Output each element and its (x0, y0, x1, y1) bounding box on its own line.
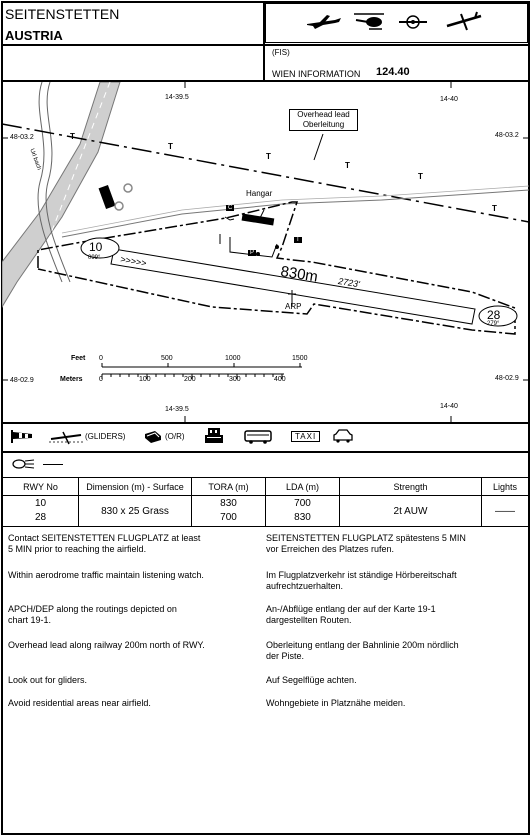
or-label: (O/R) (165, 432, 185, 441)
note-en: APCH/DEP along the routings depicted on chart 19-1. (8, 604, 177, 625)
strength-cell: 2t AUW (340, 496, 482, 527)
col-rwy-no: RWY No (3, 478, 79, 496)
frequency-name: WIEN INFORMATION (272, 69, 361, 79)
legend-rule (1, 451, 530, 453)
dimension-cell: 830 x 25 Grass (79, 496, 192, 527)
rail-marker: T (168, 142, 173, 151)
lights-cell: —— (482, 496, 529, 527)
scale-meters-label: Meters (60, 376, 83, 383)
col-tora: TORA (m) (192, 478, 266, 496)
note-en: Within aerodrome traffic maintain listening watch. (8, 570, 204, 580)
scale-feet-1500: 1500 (292, 355, 308, 362)
lat-top-left: 48-03.2 (10, 134, 34, 141)
country-name: AUSTRIA (5, 28, 63, 43)
lat-bottom-right: 48-02.9 (495, 375, 519, 382)
scale-feet-1000: 1000 (225, 355, 241, 362)
rail-marker: T (70, 132, 75, 141)
coord-top-left: 14-39.5 (165, 94, 189, 101)
runway-table-row (3, 496, 529, 527)
runway-table (2, 477, 529, 527)
airfield-title: SEITENSTETTEN (5, 6, 120, 22)
coord-bottom-left: 14-39.5 (165, 406, 189, 413)
rwy-no-28: 28 (34, 512, 47, 523)
glider-icon (445, 10, 483, 32)
note-en: Avoid residential areas near airfield. (8, 698, 151, 708)
runway-length-m: 830m (279, 263, 320, 286)
fuel-icon (143, 430, 163, 444)
scale-m-100: 100 (139, 376, 151, 383)
airfield-map (2, 82, 529, 422)
coord-top-right: 14-40 (440, 96, 458, 103)
col-dimension: Dimension (m) - Surface (79, 478, 192, 496)
glider-activity-icon (49, 428, 83, 446)
overhead-lead-en: Overhead lead (297, 110, 350, 119)
scale-m-0: 0 (99, 376, 103, 383)
note-en: Overhead lead along railway 200m north of RWY. (8, 640, 205, 650)
marker-t: T (296, 237, 300, 243)
note-en: Contact SEITENSTETTEN FLUGPLATZ at least 5 MIN prior to reaching the airfield. (8, 533, 201, 554)
rwy-no-10: 10 (34, 498, 47, 509)
tora-cell (192, 496, 266, 527)
car-rental-icon (333, 429, 353, 443)
col-strength: Strength (340, 478, 482, 496)
fis-tag: (FIS) (272, 48, 290, 57)
rwy-28-number: 28 (487, 308, 501, 322)
coord-bottom-right: 14-40 (440, 403, 458, 410)
scale-m-400: 400 (274, 376, 286, 383)
scale-feet-label: Feet (71, 355, 86, 362)
no-lights-dash (43, 464, 63, 465)
runway-length-ft: 2723' (337, 276, 361, 290)
rwy-28-heading: 279° (487, 321, 500, 327)
note-en: Look out for gliders. (8, 675, 88, 685)
note-de: Wohngebiete in Platznähe meiden. (266, 698, 406, 708)
header-rule-1 (1, 44, 530, 46)
map-bottom-rule (1, 422, 530, 424)
note-de: Im Flugplatzverkehr ist ständige Hörbereitschaft aufrechtzuerhalten. (266, 570, 457, 591)
note-de: An-/Abflüge entlang der auf der Karte 19-1 dargestellten Routen. (266, 604, 436, 625)
lda-cell (266, 496, 340, 527)
windsock-icon (10, 428, 34, 444)
lda-28: 830 (294, 512, 311, 523)
marker-c: C (228, 205, 233, 211)
scale-feet-500: 500 (161, 355, 173, 362)
rwy-no-cell (3, 496, 79, 527)
overhead-lead-callout (289, 109, 358, 131)
airplane-icon (305, 12, 343, 32)
note-de: Auf Segelflüge achten. (266, 675, 357, 685)
rail-marker: T (492, 204, 497, 213)
runway-lights-icon (12, 458, 36, 470)
ultralight-icon (398, 10, 428, 34)
rail-marker: T (266, 152, 271, 161)
restaurant-icon (204, 426, 224, 444)
scale-m-200: 200 (184, 376, 196, 383)
note-de: Oberleitung entlang der Bahnlinie 200m nördlich der Piste. (266, 640, 459, 661)
rail-marker: T (345, 161, 350, 170)
helicopter-icon (352, 10, 386, 32)
lat-top-right: 48-03.2 (495, 132, 519, 139)
frequency-value: 124.40 (376, 66, 410, 78)
tora-10: 830 (220, 498, 237, 509)
note-de: SEITENSTETTEN FLUGPLATZ spätestens 5 MIN vor Erreichen des Platzes rufen. (266, 533, 466, 554)
rwy-10-heading: 099° (88, 255, 101, 261)
scale-m-300: 300 (229, 376, 241, 383)
lat-bottom-left: 48-02.9 (10, 377, 34, 384)
gliders-label: (GLIDERS) (85, 432, 126, 441)
bus-icon (244, 430, 272, 444)
river-label: Url bach (28, 148, 42, 172)
marker-p: P (250, 250, 255, 256)
taxi-label: TAXI (291, 431, 320, 442)
rwy-10-number: 10 (89, 240, 103, 254)
rail-marker: T (418, 172, 423, 181)
col-lda: LDA (m) (266, 478, 340, 496)
tora-28: 700 (220, 512, 237, 523)
lda-10: 700 (294, 498, 311, 509)
overhead-lead-de: Oberleitung (302, 120, 345, 129)
scale-feet-0: 0 (99, 355, 103, 362)
arp-label: ARP (285, 302, 302, 311)
svg-text:>>>>>: >>>>> (119, 254, 148, 269)
runway-table-header (3, 478, 529, 496)
hangar-label: Hangar (246, 189, 273, 198)
col-lights: Lights (482, 478, 529, 496)
